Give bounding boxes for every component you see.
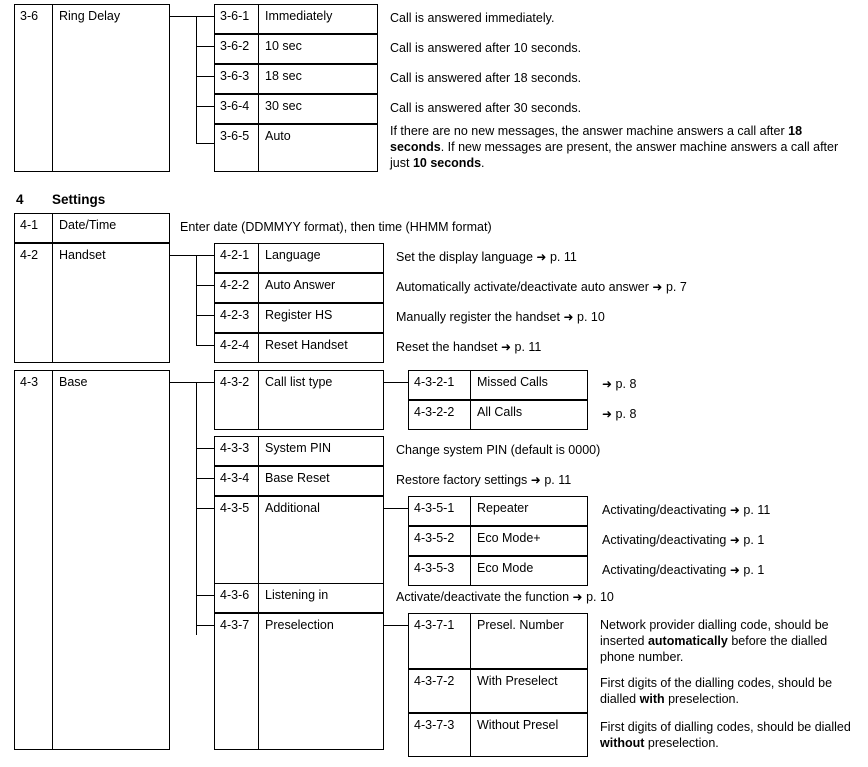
row-4-3-4-code: 4-3-4 <box>215 467 259 495</box>
desc-4-3-4 <box>396 472 836 488</box>
desc-4-2-3-text: Manually register the handset <box>396 310 560 324</box>
row-3-6-code: 3-6 <box>15 5 53 171</box>
row-3-6-4-code: 3-6-4 <box>215 95 259 123</box>
connector-4-3-parent <box>170 382 196 383</box>
row-4-2-3 <box>214 303 384 333</box>
row-3-6-label: Ring Delay <box>59 9 121 23</box>
row-4-2-3-code: 4-2-3 <box>215 304 259 332</box>
desc-4-3-7-2-bold1: with <box>639 692 665 706</box>
connector-3-6-2 <box>196 46 214 47</box>
desc-4-3-6-text: Activate/deactivate the function <box>396 590 570 604</box>
desc-4-3-6 <box>396 589 836 605</box>
row-4-3-2-code: 4-3-2 <box>215 371 259 429</box>
row-4-2-1-label: Language <box>265 248 321 262</box>
row-4-3-5-3-label: Eco Mode <box>477 561 534 575</box>
page-ref-4-2-2: p. 7 <box>665 280 687 294</box>
desc-4-3-5-3-text: Activating/deactivating <box>602 563 727 577</box>
row-4-3-7-1-label: Presel. Number <box>477 618 564 632</box>
row-4-3-7-2-code: 4-3-7-2 <box>409 670 471 712</box>
row-3-6-4-label: 30 sec <box>265 99 302 113</box>
connector-3-6-parent <box>170 16 196 17</box>
arrow-icon: ➜ <box>729 533 740 547</box>
row-3-6-5-code: 3-6-5 <box>215 125 259 171</box>
page-ref-4-2-1: p. 11 <box>549 250 577 264</box>
row-4-2-1 <box>214 243 384 273</box>
arrow-icon: ➜ <box>652 280 663 294</box>
page-ref-4-3-4: p. 11 <box>544 473 572 487</box>
row-4-2-4-code: 4-2-4 <box>215 334 259 362</box>
row-3-6-1 <box>214 4 378 34</box>
row-3-6-1-code: 3-6-1 <box>215 5 259 33</box>
desc-4-3-5-3 <box>602 562 852 578</box>
row-4-3-2-2-label: All Calls <box>477 405 523 419</box>
desc-3-6-5-bold2: 10 seconds <box>412 156 482 170</box>
row-4-3-parent <box>14 370 170 750</box>
row-4-3-4-label: Base Reset <box>265 471 330 485</box>
row-3-6-parent <box>14 4 170 172</box>
desc-4-3-2-1 <box>602 376 842 392</box>
row-4-3-3-label: System PIN <box>265 441 331 455</box>
row-4-3-7-1-code: 4-3-7-1 <box>409 614 471 668</box>
row-4-3-6-code: 4-3-6 <box>215 584 259 612</box>
connector-4-3-6 <box>196 595 214 596</box>
arrow-icon: ➜ <box>563 310 574 324</box>
row-4-2-label: Handset <box>59 248 106 262</box>
desc-3-6-5-part3: . <box>481 156 485 170</box>
desc-3-6-4: Call is answered after 30 seconds. <box>390 101 582 115</box>
desc-4-3-3: Change system PIN (default is 0000) <box>396 443 601 457</box>
desc-3-6-5-part1: If there are no new messages, the answer machine answers a call after <box>390 124 789 138</box>
row-3-6-3-label: 18 sec <box>265 69 302 83</box>
row-4-3-7-2 <box>408 669 588 713</box>
section-title: Settings <box>52 192 106 207</box>
connector-4-3-7-out <box>384 625 408 626</box>
row-4-2-parent <box>14 243 170 363</box>
connector-3-6-vertical <box>196 16 197 143</box>
desc-4-2-4-text: Reset the handset <box>396 340 498 354</box>
connector-3-6-5 <box>196 143 214 144</box>
arrow-icon: ➜ <box>729 503 740 517</box>
row-4-3-2 <box>214 370 384 430</box>
row-3-6-3-code: 3-6-3 <box>215 65 259 93</box>
connector-4-2-4 <box>196 345 214 346</box>
row-4-3-5-2 <box>408 526 588 556</box>
page-ref-4-3-6: p. 10 <box>586 590 614 604</box>
desc-4-3-4-text: Restore factory settings <box>396 473 528 487</box>
row-3-6-3 <box>214 64 378 94</box>
desc-3-6-1: Call is answered immediately. <box>390 11 555 25</box>
desc-4-1: Enter date (DDMMYY format), then time (HHMM format) <box>180 220 492 234</box>
row-4-3-6 <box>214 583 384 613</box>
row-4-3-2-2 <box>408 400 588 430</box>
desc-4-3-7-1 <box>600 617 852 665</box>
row-3-6-2-code: 3-6-2 <box>215 35 259 63</box>
row-4-3-2-1 <box>408 370 588 400</box>
row-4-3-5-2-code: 4-3-5-2 <box>409 527 471 555</box>
row-4-2-4 <box>214 333 384 363</box>
desc-4-3-7-2 <box>600 675 852 707</box>
row-4-1 <box>14 213 170 243</box>
desc-3-6-2: Call is answered after 10 seconds. <box>390 41 582 55</box>
desc-4-3-7-2-part2: preselection. <box>664 692 739 706</box>
arrow-icon: ➜ <box>729 563 740 577</box>
row-4-3-6-label: Listening in <box>265 588 329 602</box>
row-4-2-1-code: 4-2-1 <box>215 244 259 272</box>
connector-3-6-3 <box>196 76 214 77</box>
page-ref-4-3-2-2: p. 8 <box>615 407 637 421</box>
connector-4-3-5-out <box>384 508 408 509</box>
arrow-icon: ➜ <box>530 473 541 487</box>
desc-4-3-5-1 <box>602 502 852 518</box>
row-4-2-2-code: 4-2-2 <box>215 274 259 302</box>
connector-4-2-3 <box>196 315 214 316</box>
page-ref-4-2-3: p. 10 <box>577 310 605 324</box>
row-4-2-2-label: Auto Answer <box>265 278 336 292</box>
connector-4-3-7 <box>196 625 214 626</box>
row-4-3-7-1 <box>408 613 588 669</box>
row-3-6-5 <box>214 124 378 172</box>
desc-4-3-7-3-bold1: without <box>600 736 645 750</box>
row-4-3-7-3-label: Without Presel <box>477 718 559 732</box>
desc-4-3-5-1-text: Activating/deactivating <box>602 503 727 517</box>
row-4-3-7 <box>214 613 384 750</box>
desc-4-3-7-1-part1: Network provider dialling code, should be inserted <box>600 618 829 648</box>
row-4-2-code: 4-2 <box>15 244 53 362</box>
desc-4-2-1 <box>396 249 856 265</box>
row-4-3-5-label: Additional <box>265 501 320 515</box>
connector-4-3-2-out <box>384 382 408 383</box>
row-4-3-2-2-code: 4-3-2-2 <box>409 401 471 429</box>
desc-4-2-2 <box>396 279 856 295</box>
row-4-1-label: Date/Time <box>59 218 117 232</box>
row-4-3-2-1-code: 4-3-2-1 <box>409 371 471 399</box>
row-4-3-5 <box>214 496 384 586</box>
row-4-3-3-code: 4-3-3 <box>215 437 259 465</box>
row-4-3-7-3 <box>408 713 588 757</box>
desc-4-2-4 <box>396 339 856 355</box>
row-4-1-code: 4-1 <box>15 214 53 242</box>
page-ref-4-3-5-2: p. 1 <box>743 533 765 547</box>
row-3-6-2 <box>214 34 378 64</box>
row-4-3-code: 4-3 <box>15 371 53 749</box>
page-ref-4-3-5-3: p. 1 <box>743 563 765 577</box>
row-4-3-4 <box>214 466 384 496</box>
arrow-icon: ➜ <box>602 407 613 421</box>
desc-4-3-7-1-bold1: automatically <box>647 634 728 648</box>
row-4-3-5-3-code: 4-3-5-3 <box>409 557 471 585</box>
arrow-icon: ➜ <box>572 590 583 604</box>
connector-4-2-parent <box>170 255 196 256</box>
connector-3-6-1 <box>196 16 214 17</box>
arrow-icon: ➜ <box>500 340 512 354</box>
row-3-6-1-label: Immediately <box>265 9 333 23</box>
page-ref-4-2-4: p. 11 <box>514 340 542 354</box>
desc-4-3-5-2-text: Activating/deactivating <box>602 533 727 547</box>
desc-4-2-3 <box>396 309 856 325</box>
connector-4-2-vertical <box>196 255 197 345</box>
row-4-3-7-label: Preselection <box>265 618 334 632</box>
page-ref-4-3-2-1: p. 8 <box>615 377 637 391</box>
row-4-3-5-1-label: Repeater <box>477 501 529 515</box>
desc-4-3-7-1-part2: before the dialled phone number. <box>600 634 828 664</box>
desc-3-6-5 <box>390 123 852 171</box>
row-4-3-5-code: 4-3-5 <box>215 497 259 585</box>
row-4-3-5-1-code: 4-3-5-1 <box>409 497 471 525</box>
row-4-3-label: Base <box>59 375 88 389</box>
connector-4-3-5 <box>196 508 214 509</box>
row-4-3-2-label: Call list type <box>265 375 333 389</box>
desc-3-6-3: Call is answered after 18 seconds. <box>390 71 582 85</box>
connector-3-6-4 <box>196 106 214 107</box>
desc-4-2-2-text: Automatically activate/deactivate auto answer <box>396 280 649 294</box>
desc-3-6-5-part2: . If new messages are present, the answer machine answers a call after just <box>390 140 839 170</box>
page-ref-4-3-5-1: p. 11 <box>743 503 771 517</box>
row-4-3-2-1-label: Missed Calls <box>477 375 548 389</box>
section-number: 4 <box>16 192 24 207</box>
desc-4-2-1-text: Set the display language <box>396 250 533 264</box>
row-4-2-2 <box>214 273 384 303</box>
row-4-3-7-2-label: With Preselect <box>477 674 558 688</box>
arrow-icon: ➜ <box>602 377 613 391</box>
row-4-3-7-code: 4-3-7 <box>215 614 259 749</box>
connector-4-3-4 <box>196 478 214 479</box>
desc-4-3-5-2 <box>602 532 852 548</box>
row-4-3-5-2-label: Eco Mode+ <box>477 531 541 545</box>
row-4-3-7-3-code: 4-3-7-3 <box>409 714 471 756</box>
row-3-6-5-label: Auto <box>265 129 291 143</box>
row-3-6-4 <box>214 94 378 124</box>
row-3-6-2-label: 10 sec <box>265 39 302 53</box>
desc-4-3-2-2 <box>602 406 842 422</box>
row-4-3-5-3 <box>408 556 588 586</box>
desc-3-6-5-bold1: 18 seconds <box>390 124 803 154</box>
connector-4-2-2 <box>196 285 214 286</box>
connector-4-3-2 <box>196 382 214 383</box>
row-4-3-5-1 <box>408 496 588 526</box>
desc-4-3-7-2-part1: First digits of the dialling codes, should be dialled <box>600 676 833 706</box>
arrow-icon: ➜ <box>536 250 547 264</box>
row-4-3-3 <box>214 436 384 466</box>
row-4-2-4-label: Reset Handset <box>265 338 348 352</box>
connector-4-3-3 <box>196 448 214 449</box>
desc-4-3-7-3-part1: First digits of dialling codes, should be dialled <box>600 720 851 734</box>
desc-4-3-7-3 <box>600 719 852 751</box>
row-4-2-3-label: Register HS <box>265 308 333 322</box>
desc-4-3-7-3-part2: preselection. <box>644 736 719 750</box>
connector-4-2-1 <box>196 255 214 256</box>
